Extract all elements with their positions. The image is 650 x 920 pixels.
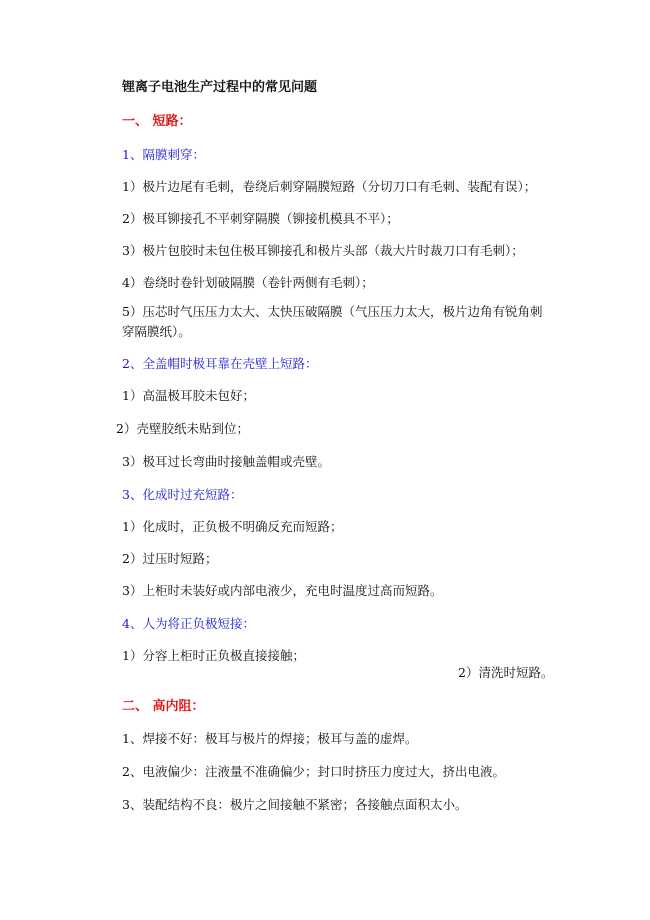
subheading-formation-overcharge: 3、化成时过充短路： (122, 487, 243, 502)
subheading-tab-contact-shell: 2、全盖帽时极耳靠在壳壁上短路： (122, 356, 318, 371)
list-item: 2、电液偏少：注液量不准确偏少；封口时挤压力度过大，挤出电液。 (122, 764, 505, 779)
section-heading-high-resistance: 二、 高内阻： (122, 699, 205, 714)
list-item: 2）极耳铆接孔不平刺穿隔膜（铆接机模具不平）； (122, 211, 399, 226)
section-heading-short-circuit: 一、 短路： (122, 114, 192, 129)
subheading-manual-short: 4、人为将正负极短接： (122, 616, 255, 631)
list-item: 5）压芯时气压压力太大、太快压破隔膜（气压压力太大，极片边角有锐角刺穿隔膜纸）。 (122, 304, 543, 339)
list-item: 1）分容上柜时正负极直接接触； (122, 648, 305, 663)
list-item: 1）极片边尾有毛刺，卷绕后刺穿隔膜短路（分切刀口有毛刺、装配有误）； (122, 179, 537, 194)
list-item: 3）极片包胶时未包住极耳铆接孔和极片头部（裁大片时裁刀口有毛刺）； (122, 243, 524, 258)
list-item: 2）过压时短路； (122, 551, 218, 566)
list-item: 1）化成时，正负极不明确反充而短路； (122, 519, 343, 534)
list-item: 2）壳壁胶纸未贴到位； (116, 421, 249, 436)
document-title: 锂离子电池生产过程中的常见问题 (122, 80, 318, 95)
list-item: 4）卷绕时卷针划破隔膜（卷针两侧有毛刺）； (122, 275, 374, 290)
subheading-separator-puncture: 1、隔膜刺穿： (122, 147, 205, 162)
list-item: 3）上柜时未装好或内部电液少，充电时温度过高而短路。 (122, 583, 443, 598)
list-item: 1）高温极耳胶未包好； (122, 388, 255, 403)
list-item: 2）清洗时短路。 (458, 665, 554, 680)
list-item: 3、装配结构不良：极片之间接触不紧密；各接触点面积太小。 (122, 797, 468, 812)
list-item: 3）极耳过长弯曲时接触盖帽或壳壁。 (122, 454, 330, 469)
list-item: 1、焊接不好：极耳与极片的焊接；极耳与盖的虚焊。 (122, 731, 418, 746)
